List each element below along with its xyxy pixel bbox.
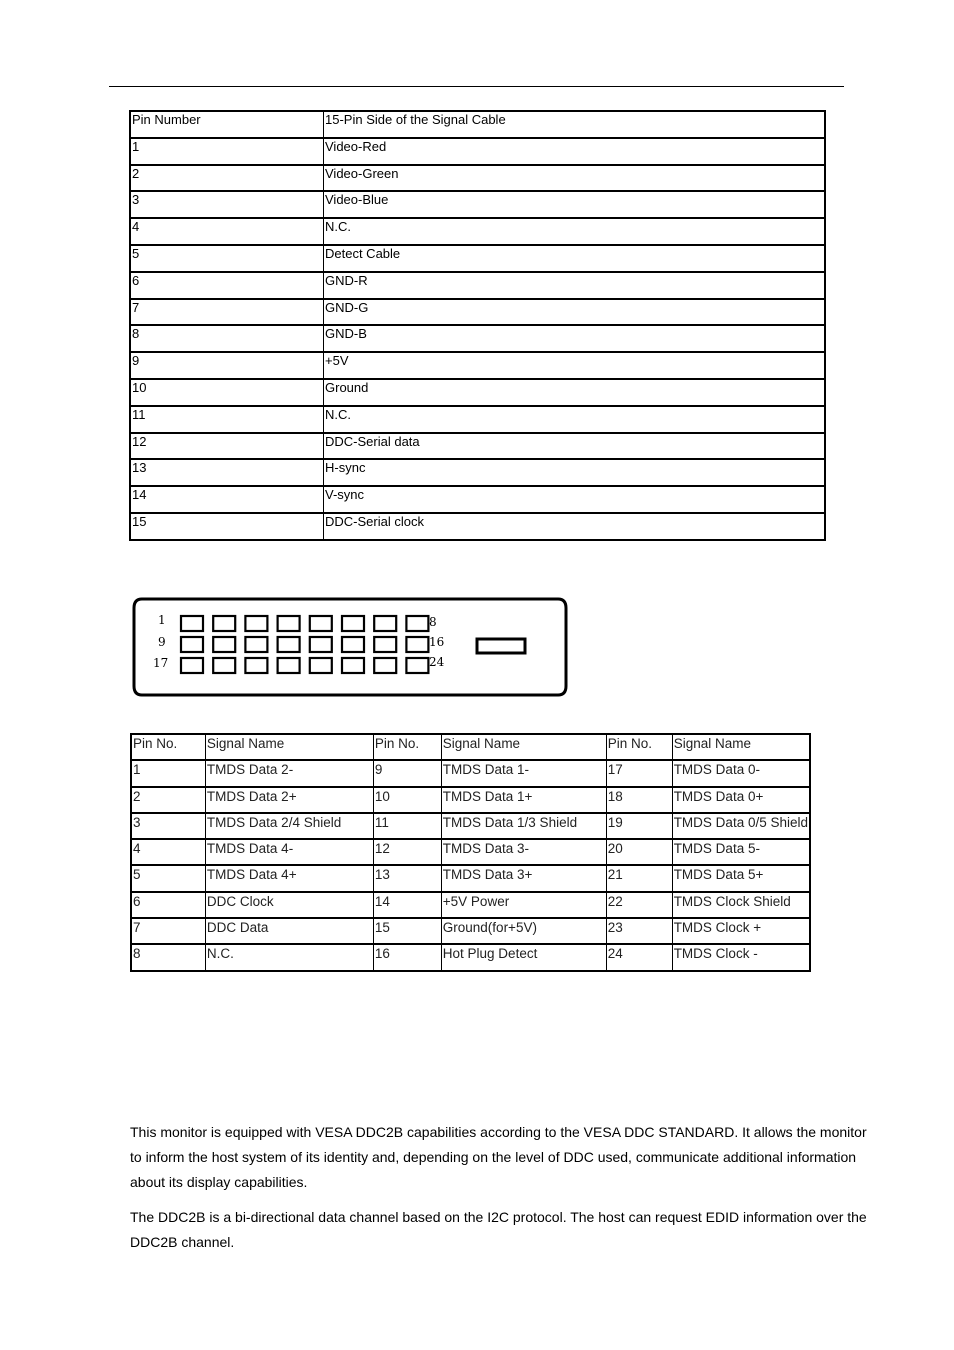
pin-cell: 6 (131, 892, 205, 918)
signal-cell: TMDS Data 1/3 Shield (441, 813, 606, 839)
header-cell: Pin No. (606, 734, 672, 760)
table-header-row (131, 734, 810, 760)
row-end-label: 8 (429, 615, 437, 629)
pin-square (181, 637, 203, 652)
pin-cell: 11 (130, 406, 324, 433)
signal-cell: V-sync (324, 486, 826, 513)
table-row (130, 272, 825, 299)
signal-cell: TMDS Clock + (672, 918, 810, 944)
signal-cell: N.C. (324, 406, 826, 433)
signal-cell: DDC-Serial clock (324, 513, 826, 540)
row-end-label: 24 (429, 655, 445, 669)
ddc2b-paragraph: The DDC2B is a bi-directional data channel based on the I2C protocol. The host can request EDID information over the DDC2B channel. (130, 1209, 867, 1250)
pin-cell: 22 (606, 892, 672, 918)
table-row (130, 245, 825, 272)
header-rule (109, 86, 844, 87)
pin-cell: 11 (373, 813, 441, 839)
row-start-label: 17 (153, 656, 169, 670)
signal-cell: Detect Cable (324, 245, 826, 272)
header-cell: Signal Name (205, 734, 373, 760)
pin-square (213, 637, 235, 652)
header-cell: Pin No. (131, 734, 205, 760)
signal-cell: TMDS Data 2/4 Shield (205, 813, 373, 839)
signal-cell: Video-Blue (324, 191, 826, 218)
row-end-label: 16 (429, 635, 445, 649)
pin-square (310, 658, 332, 673)
pin-square (342, 658, 364, 673)
table-row (130, 165, 825, 192)
pin-cell: 21 (606, 865, 672, 891)
signal-cell: Hot Plug Detect (441, 944, 606, 970)
pin-cell: 12 (373, 839, 441, 865)
table-row (131, 787, 810, 813)
table-row (130, 138, 825, 165)
header-cell-pin: Pin Number (130, 111, 324, 138)
pin-square (245, 637, 267, 652)
pin-cell: 4 (131, 839, 205, 865)
table-row (131, 865, 810, 891)
pin-square (342, 616, 364, 631)
pin-cell: 1 (131, 760, 205, 786)
table-row (130, 513, 825, 540)
pin-cell: 8 (131, 944, 205, 970)
ground-blade (477, 639, 525, 653)
signal-cell: TMDS Data 5+ (672, 865, 810, 891)
signal-cell: TMDS Data 0- (672, 760, 810, 786)
pin-square (406, 637, 428, 652)
signal-cell: DDC-Serial data (324, 433, 826, 460)
pin-cell: 16 (373, 944, 441, 970)
signal-cell: TMDS Clock Shield (672, 892, 810, 918)
table-row (131, 918, 810, 944)
table-header-row (130, 111, 825, 138)
pin-cell: 6 (130, 272, 324, 299)
signal-cell: N.C. (324, 218, 826, 245)
table-row (130, 459, 825, 486)
pin-cell: 24 (606, 944, 672, 970)
table-row (131, 839, 810, 865)
signal-cell: TMDS Data 2+ (205, 787, 373, 813)
pin-cell: 5 (130, 245, 324, 272)
table-row (130, 433, 825, 460)
pin-cell: 19 (606, 813, 672, 839)
table-row (130, 379, 825, 406)
pin-square (406, 616, 428, 631)
signal-cell: TMDS Data 4+ (205, 865, 373, 891)
pin-square (245, 616, 267, 631)
table-row (131, 892, 810, 918)
table-row (131, 944, 810, 970)
signal-cell: GND-R (324, 272, 826, 299)
pin-cell: 18 (606, 787, 672, 813)
signal-cell: H-sync (324, 459, 826, 486)
ddc-paragraph: This monitor is equipped with VESA DDC2B capabilities according to the VESA DDC STANDARD. It allows the monitor to inform the host system of its identity and, depending on the level of DDC used, communicate additional information about its display capabilities. (130, 1124, 867, 1190)
signal-cell: TMDS Data 1- (441, 760, 606, 786)
pin-square (310, 637, 332, 652)
pin-square (245, 658, 267, 673)
signal-cell: TMDS Data 4- (205, 839, 373, 865)
signal-cell: TMDS Data 1+ (441, 787, 606, 813)
pin-square (278, 658, 300, 673)
pin-cell: 3 (130, 191, 324, 218)
pin-square (374, 658, 396, 673)
pin-grid (181, 616, 428, 673)
pin-cell: 15 (373, 918, 441, 944)
table-row (130, 218, 825, 245)
pin-cell: 5 (131, 865, 205, 891)
signal-cell: GND-B (324, 325, 826, 352)
header-cell-signal: 15-Pin Side of the Signal Cable (324, 111, 826, 138)
pin-cell: 4 (130, 218, 324, 245)
pin-cell: 2 (130, 165, 324, 192)
signal-cell: +5V Power (441, 892, 606, 918)
signal-cell: GND-G (324, 299, 826, 326)
pin-cell: 20 (606, 839, 672, 865)
table-row (130, 299, 825, 326)
pin-cell: 10 (130, 379, 324, 406)
signal-cell: DDC Data (205, 918, 373, 944)
connector-outline (134, 599, 566, 695)
pin-cell: 2 (131, 787, 205, 813)
signal-cell: TMDS Clock - (672, 944, 810, 970)
pin-cell: 7 (131, 918, 205, 944)
row-start-label: 1 (158, 613, 166, 627)
pin-cell: 17 (606, 760, 672, 786)
header-cell: Signal Name (441, 734, 606, 760)
pin-cell: 9 (373, 760, 441, 786)
header-cell: Signal Name (672, 734, 810, 760)
pin-square (406, 658, 428, 673)
table-row (130, 486, 825, 513)
pin-cell: 15 (130, 513, 324, 540)
table-row (130, 325, 825, 352)
table-row (131, 813, 810, 839)
signal-cell: TMDS Data 2- (205, 760, 373, 786)
pin-square (181, 658, 203, 673)
signal-cell: N.C. (205, 944, 373, 970)
signal-cell: TMDS Data 5- (672, 839, 810, 865)
signal-cell: TMDS Data 3+ (441, 865, 606, 891)
pin-cell: 10 (373, 787, 441, 813)
pin-square (278, 637, 300, 652)
dvi-connector-diagram (130, 596, 570, 700)
signal-cell: Video-Green (324, 165, 826, 192)
pin-square (374, 637, 396, 652)
pin-square (278, 616, 300, 631)
pin-cell: 8 (130, 325, 324, 352)
signal-cell: Video-Red (324, 138, 826, 165)
pin-square (374, 616, 396, 631)
pin-cell: 3 (131, 813, 205, 839)
pin-square (342, 637, 364, 652)
signal-cell: TMDS Data 3- (441, 839, 606, 865)
pin-square (213, 616, 235, 631)
vga-pin-table (129, 110, 826, 541)
pin-cell: 1 (130, 138, 324, 165)
row-start-label: 9 (158, 635, 166, 649)
pin-cell: 14 (373, 892, 441, 918)
pin-cell: 13 (130, 459, 324, 486)
pin-cell: 23 (606, 918, 672, 944)
table-row (130, 191, 825, 218)
signal-cell: DDC Clock (205, 892, 373, 918)
pin-cell: 14 (130, 486, 324, 513)
pin-square (213, 658, 235, 673)
signal-cell: +5V (324, 352, 826, 379)
pin-cell: 12 (130, 433, 324, 460)
pin-square (181, 616, 203, 631)
pin-cell: 13 (373, 865, 441, 891)
signal-cell: TMDS Data 0+ (672, 787, 810, 813)
signal-cell: Ground (324, 379, 826, 406)
pin-cell: 7 (130, 299, 324, 326)
pin-cell: 9 (130, 352, 324, 379)
table-row (131, 760, 810, 786)
signal-cell: TMDS Data 0/5 Shield (672, 813, 810, 839)
signal-cell: Ground(for+5V) (441, 918, 606, 944)
dvi-pin-table (130, 733, 811, 972)
header-cell: Pin No. (373, 734, 441, 760)
table-row (130, 406, 825, 433)
table-row (130, 352, 825, 379)
pin-square (310, 616, 332, 631)
